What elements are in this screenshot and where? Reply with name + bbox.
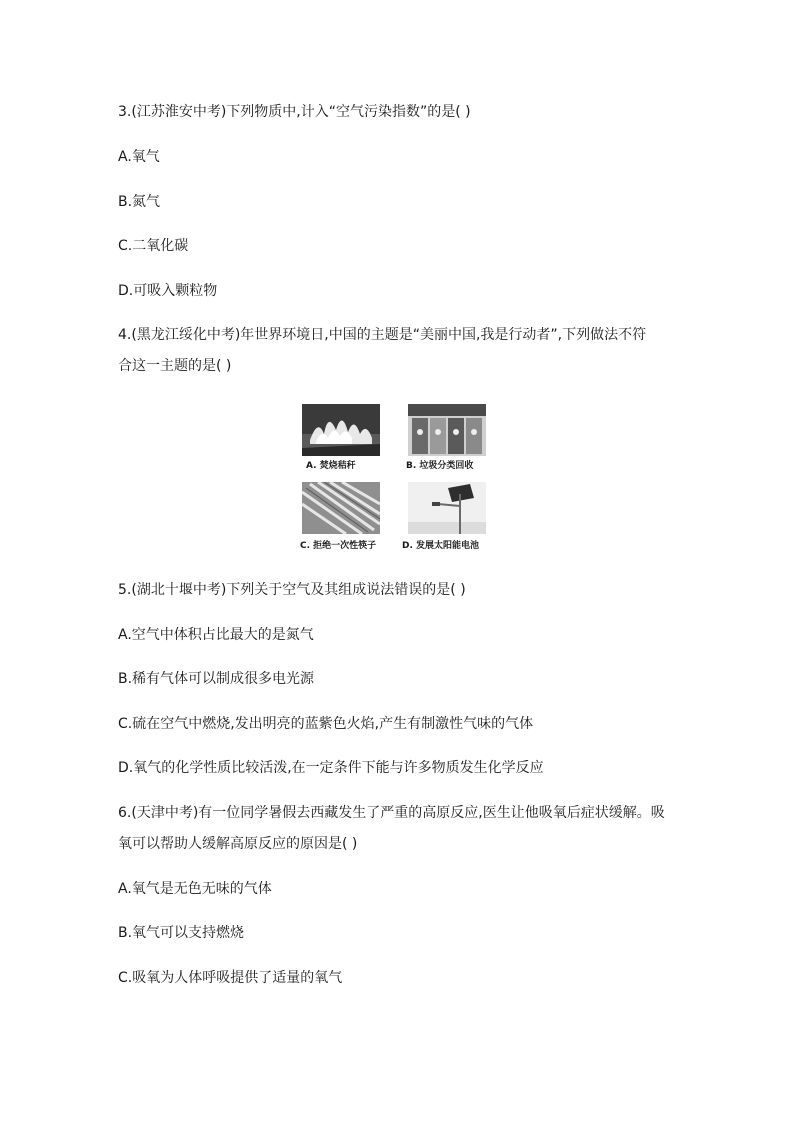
- caption-b: B. 垃圾分类回收: [406, 461, 474, 471]
- question-3-option-c: C.二氧化碳: [118, 238, 189, 254]
- question-5-option-c: C.硫在空气中燃烧,发出明亮的蓝紫色火焰,产生有制激性气味的气体: [118, 716, 534, 732]
- caption-c: C. 拒绝一次性筷子: [300, 541, 377, 551]
- question-5-option-b: B.稀有气体可以制成很多电光源: [118, 671, 315, 687]
- question-4-stem-line1: 4.(黑龙江绥化中考)年世界环境日,中国的主题是“美丽中国,我是行动者”,下列做法不符: [118, 327, 647, 343]
- question-4-stem-line2: 合这一主题的是( ): [118, 358, 232, 374]
- question-5-option-a: A.空气中体积占比最大的是氮气: [118, 627, 314, 643]
- sorting-bins-image: [408, 404, 486, 456]
- caption-d: D. 发展太阳能电池: [402, 541, 480, 551]
- question-6-option-a: A.氧气是无色无味的气体: [118, 881, 272, 897]
- question-3-stem: 3.(江苏淮安中考)下列物质中,计入“空气污染指数”的是( ): [118, 104, 471, 120]
- question-6-stem-line2: 氧可以帮助人缓解高原反应的原因是( ): [118, 836, 358, 852]
- question-6-option-b: B.氧气可以支持燃烧: [118, 925, 245, 941]
- question-5-stem: 5.(湖北十堰中考)下列关于空气及其组成说法错误的是( ): [118, 582, 466, 598]
- question-6-option-c: C.吸氧为人体呼吸提供了适量的氧气: [118, 970, 343, 986]
- question-3-option-b: B.氮气: [118, 194, 161, 210]
- caption-a: A. 焚烧秸秆: [306, 461, 356, 471]
- question-5-option-d: D.氧气的化学性质比较活泼,在一定条件下能与许多物质发生化学反应: [118, 760, 544, 776]
- question-4-figure: [298, 398, 498, 558]
- burning-straw-image: [302, 404, 380, 456]
- question-3-option-a: A.氧气: [118, 149, 160, 165]
- question-3-option-d: D.可吸入颗粒物: [118, 283, 218, 299]
- chopsticks-image: [302, 482, 380, 534]
- question-6-stem-line1: 6.(天津中考)有一位同学暑假去西藏发生了严重的高原反应,医生让他吸氧后症状缓解。吸: [118, 805, 665, 821]
- solar-light-image: [408, 482, 486, 534]
